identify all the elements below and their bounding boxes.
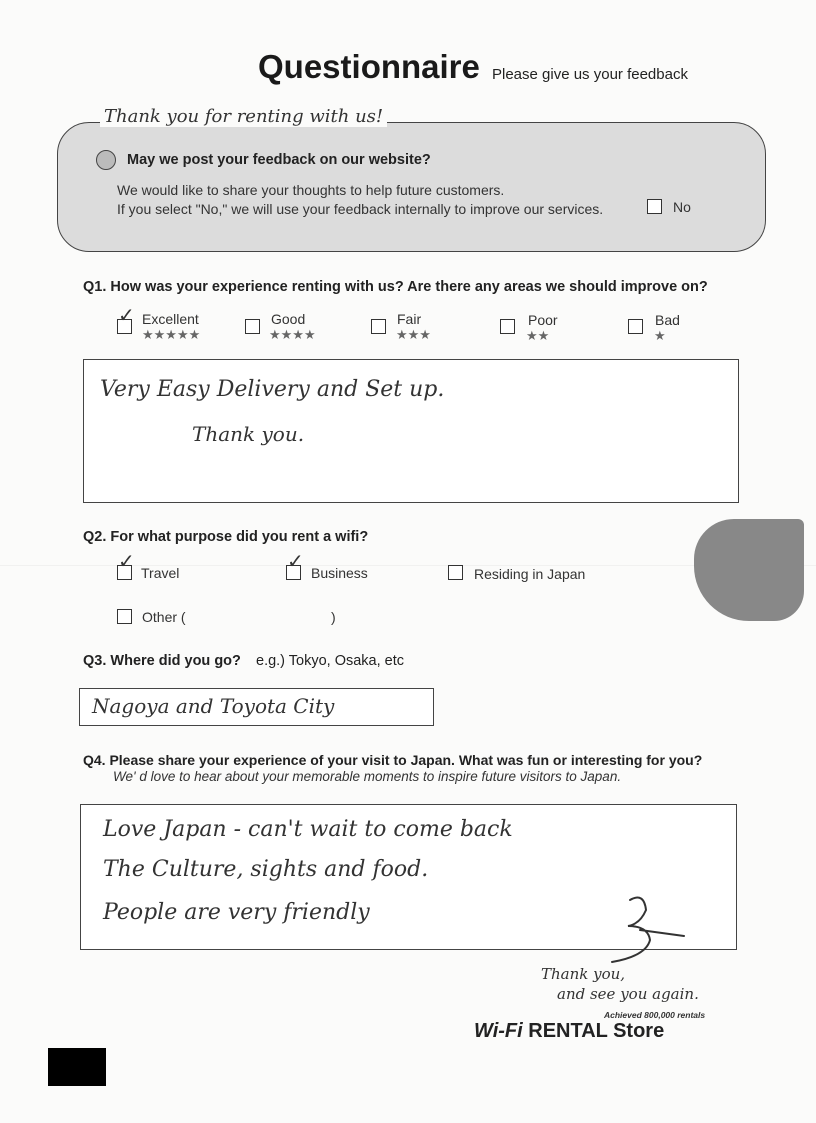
- q3-example: e.g.) Tokyo, Osaka, etc: [256, 653, 405, 669]
- q1-answer-line-2: Thank you.: [192, 422, 305, 446]
- footer-thanks-line-1: Thank you,: [541, 965, 626, 983]
- q1-answer-line-1: Very Easy Delivery and Set up.: [100, 377, 445, 402]
- q3-answer: Nagoya and Toyota City: [92, 694, 335, 718]
- q4-subtitle: We' d love to hear about your memorable moments to inspire future visitors to Japan.: [113, 769, 622, 784]
- q4-question: Q4. Please share your experience of your visit to Japan. What was fun or interesting for you?: [83, 752, 703, 768]
- q1-bad-stars: ★: [654, 328, 666, 343]
- consent-no-label: No: [673, 199, 691, 215]
- q2-question: Q2. For what purpose did you rent a wifi?: [83, 529, 369, 545]
- q1-excellent-stars: ★★★★★: [142, 327, 201, 342]
- q2-business-label: Business: [311, 565, 368, 581]
- q1-fair-checkbox[interactable]: [371, 319, 386, 334]
- consent-text-line-2: If you select "No," we will use your feedback internally to improve our services.: [117, 201, 604, 217]
- check-mark-icon: ✓: [118, 305, 135, 327]
- q4-answer-line-1: Love Japan - can't wait to come back: [103, 817, 513, 842]
- q1-excellent-label: Excellent: [142, 311, 199, 327]
- q1-fair-stars: ★★★: [396, 327, 431, 342]
- logo-tagline: Achieved 800,000 rentals: [604, 1010, 706, 1020]
- signature: [600, 890, 690, 970]
- logo-rest: RENTAL Store: [522, 1020, 665, 1042]
- footer-thanks-line-2: and see you again.: [557, 985, 699, 1003]
- consent-no-checkbox[interactable]: [647, 199, 662, 214]
- q2-other-label: Other (: [142, 609, 186, 625]
- q2-travel-label: Travel: [141, 565, 180, 581]
- q1-good-stars: ★★★★: [269, 327, 316, 342]
- q3-question: Q3. Where did you go?: [83, 653, 241, 669]
- consent-question: May we post your feedback on our website?: [127, 152, 431, 168]
- q4-answer-line-3: People are very friendly: [103, 900, 370, 925]
- q1-poor-checkbox[interactable]: [500, 319, 515, 334]
- brand-logo: [474, 1020, 664, 1043]
- q2-other-close: ): [331, 609, 336, 625]
- q1-good-label: Good: [271, 311, 306, 327]
- page-subtitle: Please give us your feedback: [492, 66, 688, 83]
- logo-wifi: Wi-Fi: [474, 1020, 523, 1042]
- handwritten-thanks: Thank you for renting with us!: [100, 106, 387, 127]
- q1-question: Q1. How was your experience renting with us? Are there any areas we should improve on?: [83, 279, 708, 295]
- q1-bad-label: Bad: [655, 312, 680, 328]
- q2-residing-checkbox[interactable]: [448, 565, 463, 580]
- q2-other-checkbox[interactable]: [117, 609, 132, 624]
- q2-residing-label: Residing in Japan: [474, 566, 586, 582]
- page-title: Questionnaire: [258, 48, 480, 85]
- q1-poor-label: Poor: [528, 312, 558, 328]
- q1-poor-stars: ★★: [526, 328, 550, 343]
- q1-bad-checkbox[interactable]: [628, 319, 643, 334]
- smiley-icon: [96, 150, 116, 170]
- torn-corner: [694, 519, 804, 621]
- q1-good-checkbox[interactable]: [245, 319, 260, 334]
- q4-answer-line-2: The Culture, sights and food.: [103, 857, 429, 882]
- consent-text-line-1: We would like to share your thoughts to help future customers.: [117, 182, 505, 198]
- q1-fair-label: Fair: [397, 311, 422, 327]
- check-mark-icon: ✓: [287, 551, 304, 573]
- check-mark-icon: ✓: [118, 551, 135, 573]
- redaction-block: [48, 1048, 106, 1086]
